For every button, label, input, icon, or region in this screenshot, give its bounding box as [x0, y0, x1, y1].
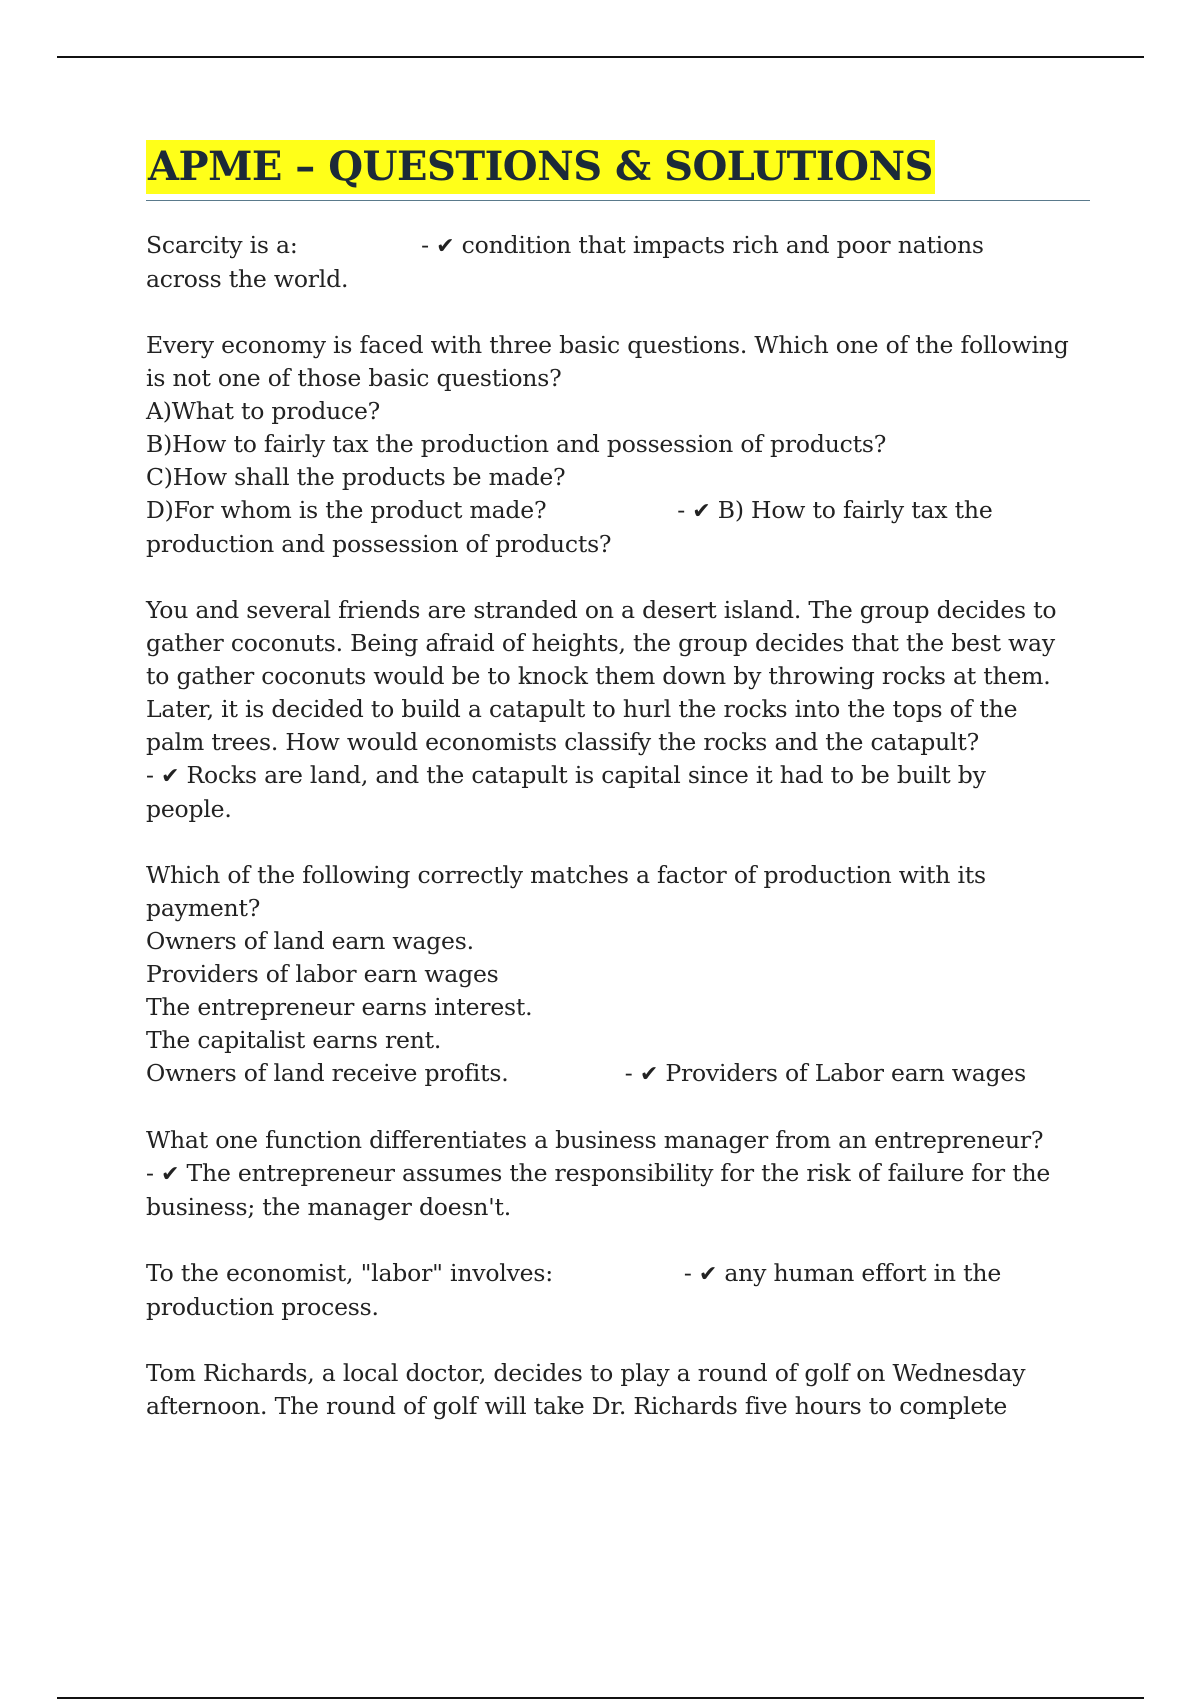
answer-text: The entrepreneur assumes the responsibility for the risk of failure for the — [186, 1159, 1051, 1187]
question-text: Later, it is decided to build a catapult to hurl the rocks into the tops of the — [146, 695, 1018, 723]
question-text: What one function differentiates a business manager from an entrepreneur? — [146, 1126, 1044, 1154]
qa-item-4 — [146, 859, 1090, 1091]
question-text: Every economy is faced with three basic questions. Which one of the following — [146, 331, 1069, 359]
answer-text: B) How to fairly tax the — [717, 496, 993, 524]
checkmark-icon: ✔ — [161, 764, 180, 789]
checkmark-icon: ✔ — [692, 499, 711, 524]
checkmark-icon: ✔ — [161, 1162, 180, 1187]
question-text: palm trees. How would economists classify the rocks and the catapult? — [146, 728, 980, 756]
question-text: to gather coconuts would be to knock them down by throwing rocks at them. — [146, 662, 1051, 690]
option-text: The capitalist earns rent. — [146, 1026, 442, 1054]
question-text: Which of the following correctly matches a factor of production with its — [146, 861, 986, 889]
qa-item-5 — [146, 1124, 1090, 1224]
qa-item-6 — [146, 1257, 1090, 1324]
checkmark-icon: ✔ — [639, 1062, 659, 1087]
qa-line: Owners of land receive profits. - ✔ Providers of Labor earn wages — [146, 1059, 1026, 1087]
qa-line: Scarcity is a: - ✔ condition that impacts rich and poor nations — [146, 231, 984, 259]
qa-line: To the economist, "labor" involves: - ✔ any human effort in the — [146, 1259, 1002, 1287]
document-body — [146, 140, 1090, 1456]
qa-line: - ✔ The entrepreneur assumes the responsibility for the risk of failure for the — [146, 1159, 1051, 1187]
answer-text: condition that impacts rich and poor nations — [461, 231, 984, 259]
answer-text: any human effort in the — [724, 1259, 1002, 1287]
option-text: Owners of land earn wages. — [146, 927, 474, 955]
answer-continuation: production and possession of products? — [146, 530, 612, 558]
document-title: APME – QUESTIONS & SOLUTIONS — [146, 140, 935, 194]
question-text: To the economist, "labor" involves: — [146, 1259, 553, 1287]
option-text: The entrepreneur earns interest. — [146, 993, 533, 1021]
qa-item-3 — [146, 594, 1090, 826]
option-c: C)How shall the products be made? — [146, 463, 566, 491]
answer-continuation: business; the manager doesn't. — [146, 1193, 512, 1221]
question-text: is not one of those basic questions? — [146, 364, 562, 392]
question-text: gather coconuts. Being afraid of heights, the group decides that the best way — [146, 629, 1055, 657]
qa-line: - ✔ Rocks are land, and the catapult is capital since it had to be built by — [146, 761, 986, 789]
qa-line: D)For whom is the product made? - ✔ B) How to fairly tax the — [146, 496, 993, 524]
answer-continuation: across the world. — [146, 265, 349, 293]
checkmark-icon: ✔ — [436, 234, 455, 259]
option-a: A)What to produce? — [146, 397, 381, 425]
question-text: You and several friends are stranded on a desert island. The group decides to — [146, 596, 1057, 624]
qa-item-1 — [146, 229, 1090, 296]
answer-continuation: production process. — [146, 1293, 379, 1321]
option-text: Owners of land receive profits. — [146, 1059, 509, 1087]
option-text: Providers of labor earn wages — [146, 960, 499, 988]
title-block — [146, 140, 1090, 201]
checkmark-icon: ✔ — [698, 1262, 718, 1287]
question-text: afternoon. The round of golf will take Dr. Richards five hours to complete — [146, 1392, 1008, 1420]
qa-item-7 — [146, 1357, 1090, 1423]
qa-item-2 — [146, 329, 1090, 561]
answer-continuation: people. — [146, 795, 232, 823]
answer-text: Rocks are land, and the catapult is capital since it had to be built by — [186, 761, 986, 789]
header-rule — [57, 56, 1144, 58]
question-text: Tom Richards, a local doctor, decides to play a round of golf on Wednesday — [146, 1359, 1026, 1387]
question-text: Scarcity is a: — [146, 231, 298, 259]
question-text: payment? — [146, 894, 261, 922]
answer-text: Providers of Labor earn wages — [665, 1059, 1026, 1087]
footer-rule — [57, 1697, 1144, 1699]
option-b: B)How to fairly tax the production and possession of products? — [146, 430, 887, 458]
option-d: D)For whom is the product made? — [146, 496, 547, 524]
